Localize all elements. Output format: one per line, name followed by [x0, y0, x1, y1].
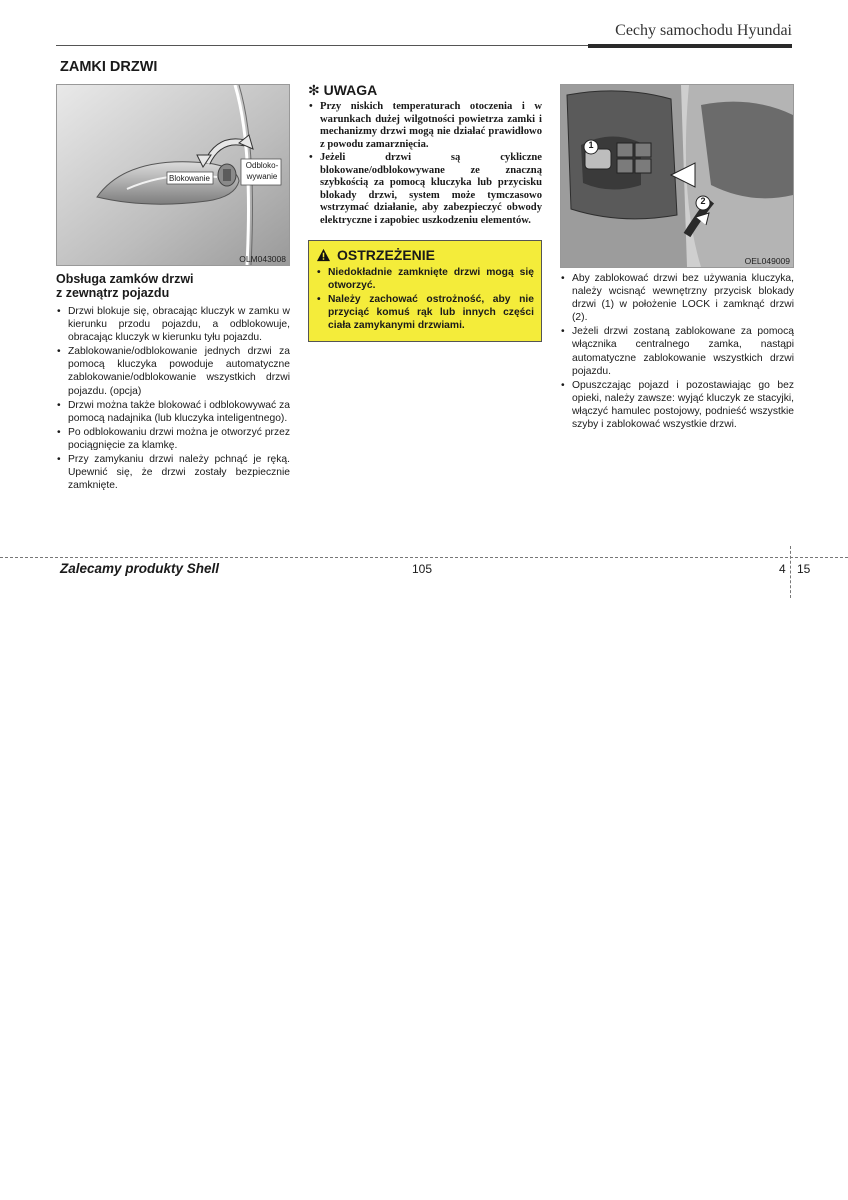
- marker-2: 2: [700, 196, 706, 206]
- warning-box: [308, 240, 542, 342]
- section-title: ZAMKI DRZWI: [60, 59, 158, 75]
- warning-triangle-icon: [316, 248, 331, 262]
- footer-chapter-number: 4: [779, 562, 786, 576]
- note-title: [308, 82, 542, 99]
- list-item: • Zablokowanie/odblokowanie jednych drzwi za pomocą kluczyka powoduje automatyczne zablokowanie/odblokowanie wszystkich drzwi pojazdu. (opcja): [56, 345, 290, 397]
- footer-page-number: 15: [797, 562, 811, 576]
- list-item: • Niedokładnie zamknięte drzwi mogą się otworzyć.: [316, 266, 534, 292]
- warning-title-text: OSTRZEŻENIE: [337, 247, 436, 263]
- list-item: • Drzwi blokuje się, obracając kluczyk w zamku w kierunku przodu pojazdu, a odblokowuje, obracając kluczyk w kierunku tyłu pojazdu.: [56, 305, 290, 344]
- footer-vertical-divider: [790, 546, 791, 598]
- header-accent-bar: [588, 44, 792, 48]
- inside-lock-list: [560, 272, 794, 431]
- list-item: • Po odblokowaniu drzwi można je otworzyć przez pociągnięcie za klamkę.: [56, 426, 290, 452]
- figure-code: OEL049009: [744, 256, 790, 266]
- marker-1: 1: [588, 140, 594, 150]
- list-item: • Opuszczając pojazd i pozostawiając go bez opieki, należy zawsze: wyjąć kluczyk ze stacyjki, włączyć hamulec postojowy, podnieść wszystkie szyby i zablokować wszystkie drzwi.: [560, 379, 794, 431]
- lock-direction-label: Blokowanie: [169, 174, 210, 183]
- list-item: • Należy zachować ostrożność, aby nie przyciąć komuś rąk lub innych części ciała zamykanymi drzwiami.: [316, 293, 534, 332]
- note-star-icon: ✻: [308, 82, 320, 98]
- door-interior-figure: [560, 84, 794, 268]
- column-notes: [308, 82, 542, 342]
- outside-lock-list: [56, 305, 290, 492]
- header-title: Cechy samochodu Hyundai: [615, 22, 792, 39]
- warning-title: [316, 247, 534, 263]
- list-item: • Przy zamykaniu drzwi należy pchnąć je ręką. Upewnić się, że drzwi zostały bezpiecznie zamknięte.: [56, 453, 290, 492]
- list-item: • Przy niskich temperaturach otoczenia i w warunkach dużej wilgotności powietrza zamki i mechanizmy drzwi mogą nie działać prawidłowo z powodu zamarznięcia.: [308, 101, 542, 151]
- list-item: • Aby zablokować drzwi bez używania kluczyka, należy wcisnąć wewnętrzny przycisk blokady drzwi (1) w położenie LOCK i zamknąć drzwi (2).: [560, 272, 794, 324]
- outside-lock-heading: Obsługa zamków drzwi z zewnątrz pojazdu: [56, 272, 194, 300]
- list-item: • Drzwi można także blokować i odblokowywać za pomocą nadajnika (lub kluczyka inteligentnego).: [56, 399, 290, 425]
- footer-divider: [0, 557, 848, 558]
- unlock-direction-label: Odbloko- wywanie: [245, 161, 279, 181]
- footer-slogan: Zalecamy produkty Shell: [60, 561, 220, 576]
- door-interior-illustration: [561, 85, 793, 267]
- figure-code: OLM043008: [239, 254, 286, 264]
- note-list: [308, 101, 542, 227]
- footer-center-number: 105: [412, 562, 433, 576]
- list-item: • Jeżeli drzwi zostaną zablokowane za pomocą włącznika centralnego zamka, nastąpi automatyczne zablokowanie wszystkich drzwi pojazdu.: [560, 325, 794, 377]
- door-handle-figure: [56, 84, 290, 266]
- note-title-text: UWAGA: [323, 82, 378, 98]
- column-outside-lock: [56, 84, 290, 493]
- list-item: • Jeżeli drzwi są cykliczne blokowane/odblokowywane ze znaczną szybkością za pomocą kluczyka lub przycisku blokady drzwi, system może tymczasowo wstrzymać działanie, aby zabezpieczyć obwody elektryczne i zapobiec uszkodzeniu elementów.: [308, 152, 542, 227]
- column-inside-lock: [560, 84, 794, 432]
- warning-list: [316, 266, 534, 332]
